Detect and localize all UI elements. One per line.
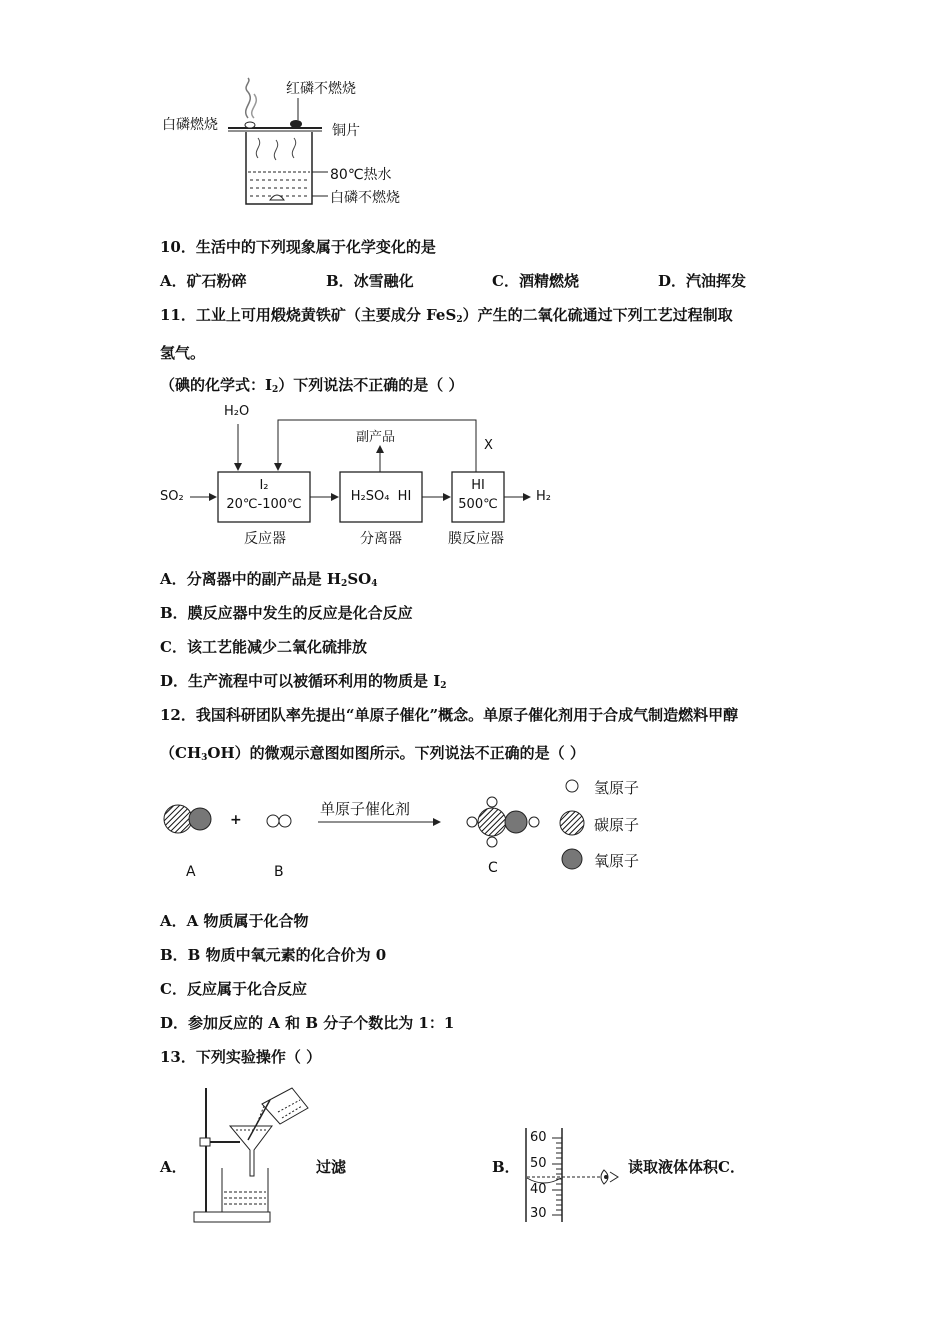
label-white-phosphorus-burns: 白磷燃烧 [162,117,218,133]
q11-option-b: B．膜反应器中发生的反应是化合反应 [160,604,413,622]
molecule-c-caption: C [488,860,498,876]
separator-caption: 分离器 [360,531,402,547]
reactor-caption: 反应器 [244,531,286,547]
q11-option-d: D．生产流程中可以被循环利用的物质是 $I_2$ [160,672,447,691]
so2-input-label: SO₂ [160,489,184,504]
q10-option-c: C．酒精燃烧 [492,272,579,290]
cylinder-tick-30: 30 [530,1206,547,1221]
molecule-b-caption: B [274,864,284,880]
reactor-content-line2: 20℃-100℃ [226,497,302,512]
recycle-x-label: X [484,438,493,453]
q12-option-a: A．A 物质属于化合物 [160,912,309,930]
q12-option-d: D．参加反应的 A 和 B 分子个数比为 1：1 [160,1014,455,1032]
q13-option-a-label: A． [160,1158,187,1176]
q13-option-a-text: 过滤 [316,1158,347,1176]
separator-content: H₂SO₄ HI [350,489,412,504]
molecule-a-caption: A [186,864,196,880]
reactor-content-line1: I₂ [259,478,269,493]
membrane-content-line1: HI [471,478,485,493]
q11-stem-line3: （碘的化学式：$I_2$）下列说法不正确的是（ ） [160,376,464,395]
cylinder-tick-60: 60 [530,1130,547,1145]
q12-stem-line1: 12．我国科研团队率先提出“单原子催化”概念。单原子催化剂用于合成气制造燃料甲醇 [160,706,739,724]
label-white-phosphorus-no-burn: 白磷不燃烧 [330,190,400,206]
q11-stem-line2: 氢气。 [160,344,206,362]
q12-option-b: B．B 物质中氧元素的化合价为 0 [160,946,387,964]
h2-output-label: H₂ [536,489,551,504]
q10-option-b: B．冰雪融化 [326,272,414,290]
catalyst-label: 单原子催化剂 [320,800,411,818]
q11-option-c: C．该工艺能减少二氧化硫排放 [160,638,367,656]
membrane-caption: 膜反应器 [448,531,504,547]
h2o-input-label: H₂O [224,404,250,419]
q13-option-b-label: B． [492,1158,520,1176]
plus-sign: + [230,812,242,828]
q10-option-d: D．汽油挥发 [658,272,747,290]
q13-stem: 13．下列实验操作（ ） [160,1048,322,1066]
cylinder-tick-50: 50 [530,1156,547,1171]
q12-stem-line2: $(CH_3OH)$的微观示意图如图所示。下列说法不正确的是（ ） [160,744,585,763]
q10-option-a: A．矿石粉碎 [160,272,247,290]
label-hot-water: 80℃热水 [330,167,392,183]
legend-hydrogen-label: 氢原子 [594,779,640,797]
q11-stem-line1: 11．工业上可用煅烧黄铁矿（主要成分 FeS$_2$）产生的二氧化硫通过下列工艺过程制取 [160,306,733,325]
q10-stem: 10．生活中的下列现象属于化学变化的是 [160,238,436,256]
label-copper-plate: 铜片 [332,123,360,139]
membrane-content-line2: 500℃ [458,497,498,512]
q13-option-b-text: 读取液体体积C． [628,1158,745,1176]
legend-oxygen-label: 氧原子 [594,852,640,870]
cylinder-tick-40: 40 [530,1182,547,1197]
label-red-phosphorus: 红磷不燃烧 [286,81,356,97]
byproduct-label: 副产品 [356,430,396,445]
q11-option-a: A．分离器中的副产品是 $H_2SO_4$ [160,570,378,589]
legend-carbon-label: 碳原子 [594,816,640,834]
q12-option-c: C．反应属于化合反应 [160,980,307,998]
